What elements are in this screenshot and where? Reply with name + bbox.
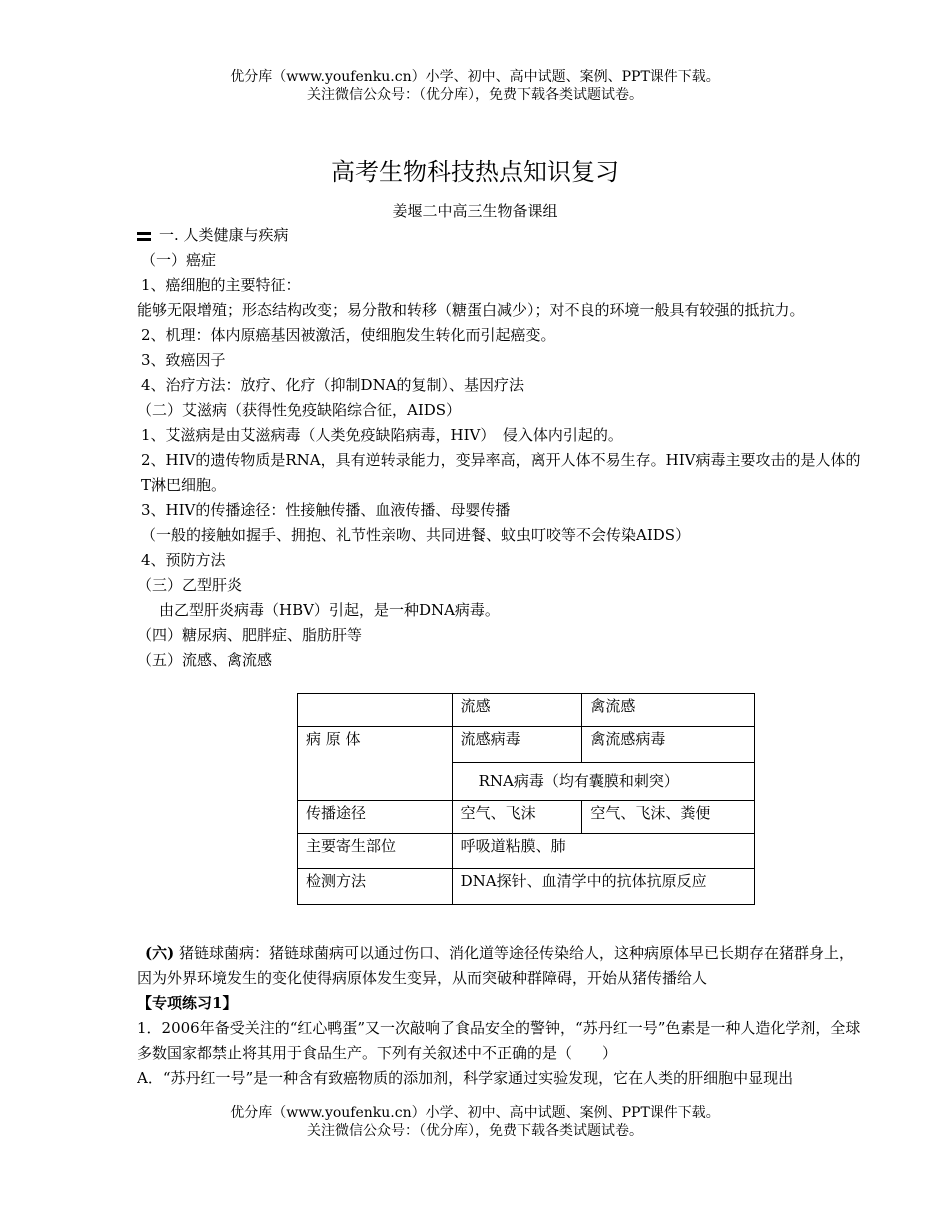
aids-item-2: 2、HIV的遗传物质是RNA，具有逆转录能力，变异率高，离开人体不易生存。HIV病毒主要攻击的是人体的T淋巴细胞。 xyxy=(141,451,861,494)
hepb-heading: （三）乙型肝炎 xyxy=(137,576,243,594)
table-cell: 空气、飞沫 xyxy=(452,801,582,834)
table-row xyxy=(298,694,755,727)
aids-heading: （二）艾滋病（获得性免疫缺陷综合征，AIDS） xyxy=(137,401,462,419)
question-1: 1．2006年备受关注的“红心鸭蛋”又一次敲响了食品安全的警钟，“苏丹红一号”色素是一种人造化学剂，全球多数国家都禁止将其用于食品生产。下列有关叙述中不正确的是（ ） xyxy=(137,1019,861,1062)
table-row xyxy=(298,801,755,834)
table-label-site: 主要寄生部位 xyxy=(298,834,453,869)
swine-paragraph: (六) 猪链球菌病：猪链球菌病可以通过伤口、消化道等途径传染给人，这种病原体早已长期存在猪群身上，因为外界环境发生的变化使得病原体发生变异，从而突破种群障碍，开始从猪传播给人 xyxy=(137,944,854,987)
cancer-heading: （一）癌症 xyxy=(141,251,217,269)
table-cell: RNA病毒（均有囊膜和刺突） xyxy=(452,763,754,801)
aids-item-4: 4、预防方法 xyxy=(141,551,226,569)
practice-heading: 【专项练习1】 xyxy=(137,994,238,1012)
section-heading: 一. 人类健康与疾病 xyxy=(137,223,865,248)
diabetes-heading: （四）糖尿病、肥胖症、脂肪肝等 xyxy=(137,626,363,644)
swine-label: (六) xyxy=(145,944,175,962)
table-row xyxy=(298,834,755,869)
aids-item-1: 1、艾滋病是由艾滋病毒（人类免疫缺陷病毒，HIV） 侵入体内引起的。 xyxy=(141,426,623,444)
table-label-pathogen: 病 原 体 xyxy=(298,727,453,801)
page-subtitle: 姜堰二中高三生物备课组 xyxy=(392,202,558,220)
table-label-detect: 检测方法 xyxy=(298,869,453,905)
page-title: 高考生物科技热点知识复习 xyxy=(331,158,619,186)
cancer-item-2: 2、机理：体内原癌基因被激活，使细胞发生转化而引起癌变。 xyxy=(141,326,556,344)
cancer-item-3: 3、致癌因子 xyxy=(141,351,226,369)
flu-comparison-table xyxy=(297,693,755,905)
table-cell: DNA探针、血清学中的抗体抗原反应 xyxy=(452,869,754,905)
flu-heading: （五）流感、禽流感 xyxy=(137,651,273,669)
table-cell-empty xyxy=(298,694,453,727)
cancer-item-1-text: 能够无限增殖；形态结构改变；易分散和转移（糖蛋白减少）；对不良的环境一般具有较强的抵抗力。 xyxy=(137,301,805,319)
cancer-item-1: 1、癌细胞的主要特征： xyxy=(141,276,301,294)
table-row xyxy=(298,869,755,905)
question-1-option-a: A．“苏丹红一号”是一种含有致癌物质的添加剂，科学家通过实验发现，它在人类的肝细胞中显现出 xyxy=(137,1069,794,1087)
hepb-text: 由乙型肝炎病毒（HBV）引起，是一种DNA病毒。 xyxy=(159,601,500,619)
table-label-route: 传播途径 xyxy=(298,801,453,834)
table-cell: 空气、飞沫、粪便 xyxy=(582,801,755,834)
table-cell: 呼吸道粘膜、肺 xyxy=(452,834,754,869)
practice-section xyxy=(137,941,865,1091)
footer-line-2: 关注微信公众号：（优分库），免费下载各类试题试卷。 xyxy=(307,1123,643,1139)
header-line-1: 优分库（www.youfenku.cn）小学、初中、高中试题、案例、PPT课件下载。 xyxy=(230,69,720,85)
footer-line-1: 优分库（www.youfenku.cn）小学、初中、高中试题、案例、PPT课件下载。 xyxy=(230,1105,720,1121)
list-marker-icon xyxy=(137,232,151,241)
header-line-2: 关注微信公众号：（优分库），免费下载各类试题试卷。 xyxy=(307,87,643,103)
table-row xyxy=(298,727,755,763)
table-cell: 禽流感病毒 xyxy=(582,727,755,763)
document-body xyxy=(137,223,865,673)
table-cell: 流感病毒 xyxy=(452,727,582,763)
aids-item-3: 3、HIV的传播途径：性接触传播、血液传播、母婴传播 xyxy=(141,501,511,519)
table-header-avian: 禽流感 xyxy=(582,694,755,727)
aids-item-3-note: （一般的接触如握手、拥抱、礼节性亲吻、共同进餐、蚊虫叮咬等不会传染AIDS） xyxy=(141,526,691,544)
cancer-item-4: 4、治疗方法：放疗、化疗（抑制DNA的复制）、基因疗法 xyxy=(141,376,525,394)
table-header-flu: 流感 xyxy=(452,694,582,727)
